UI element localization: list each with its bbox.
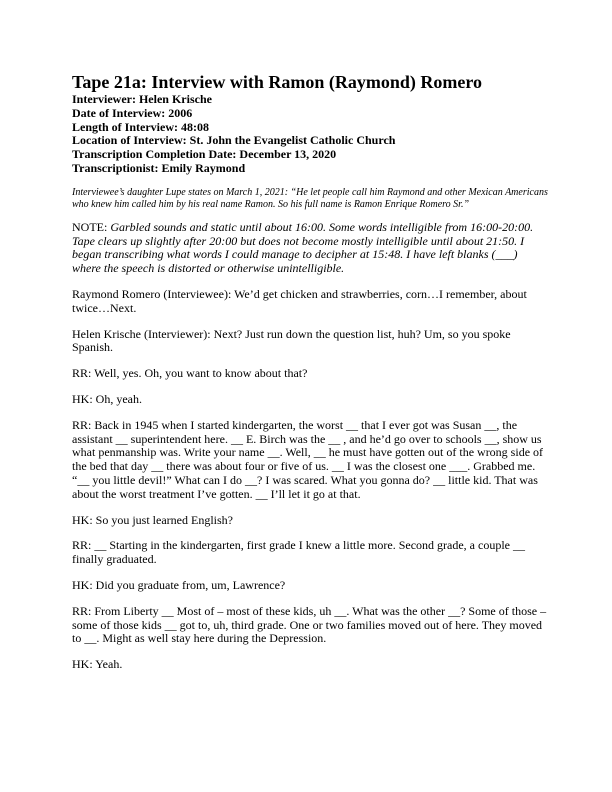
note-text: Garbled sounds and static until about 16:00. Some words intelligible from 16:00-20:00. Tape clears up slightly after 20:00 but does not become mostly intelligible until about 21:50. I began transcribing what words I could manage to decipher at 15:48. I have left blanks (___) where the speech is distorted or otherwise unintelligible. (72, 219, 534, 276)
transcript-line: Helen Krische (Interviewer): Next? Just run down the question list, huh? Um, so you spoke Spanish. (72, 326, 511, 355)
transcript-line: HK: Did you graduate from, um, Lawrence? (72, 577, 286, 592)
transcript-line: HK: Oh, yeah. (72, 391, 142, 406)
transcription-note (72, 221, 548, 276)
transcript-line: RR: __ Starting in the kindergarten, first grade I knew a little more. Second grade, a couple __ finally graduated. (72, 538, 525, 567)
transcript-line: RR: Back in 1945 when I started kindergarten, the worst __ that I ever got was Susan __, the assistant __ superintendent here. __ E. Birch was the __ , and he’d go over to schools __, show us what penmanship was. Write your name __. Well, __ he must have gotten out of the wrong side of the bed that day __ there was about four or five of us. __ I was the closest one ___. Grabbed me. “__ you little devil!” What can I do __? I was scared. What you gonna do? __ little kid. That was about the worst treatment I’ve gotten. __ I’ll let it go at that. (72, 417, 544, 501)
interviewer-line: Interviewer: Helen Krische (72, 92, 212, 106)
note-label: NOTE: (72, 219, 111, 234)
date-line: Date of Interview: 2006 (72, 105, 193, 120)
editorial-note: Interviewee’s daughter Lupe states on March 1, 2021: “He let people call him Raymond and other Mexican Americans who knew him called him by his real name Ramon. So his full name is Ramon Enrique Romero Sr.” (72, 186, 548, 210)
transcriptionist-line: Transcriptionist: Emily Raymond (72, 160, 246, 175)
completion-date-line: Transcription Completion Date: December 13, 2020 (72, 147, 337, 162)
transcript-document (72, 72, 548, 672)
transcript-line: RR: Well, yes. Oh, you want to know about that? (72, 366, 308, 381)
length-line: Length of Interview: 48:08 (72, 119, 209, 134)
transcript-line: HK: Yeah. (72, 657, 123, 672)
interview-metadata (72, 93, 548, 176)
document-title: Tape 21a: Interview with Ramon (Raymond) Romero (72, 72, 482, 92)
transcript-line: Raymond Romero (Interviewee): We’d get chicken and strawberries, corn…I remember, about twice…Next. (72, 286, 527, 315)
transcript-line: RR: From Liberty __ Most of – most of these kids, uh __. What was the other __? Some of those – some of those kids __ got to, uh, third grade. One or two families moved out of here. They moved to __. Might as well stay here during the Depression. (72, 603, 547, 646)
location-line: Location of Interview: St. John the Evangelist Catholic Church (72, 133, 396, 148)
transcript-line: HK: So you just learned English? (72, 512, 233, 527)
